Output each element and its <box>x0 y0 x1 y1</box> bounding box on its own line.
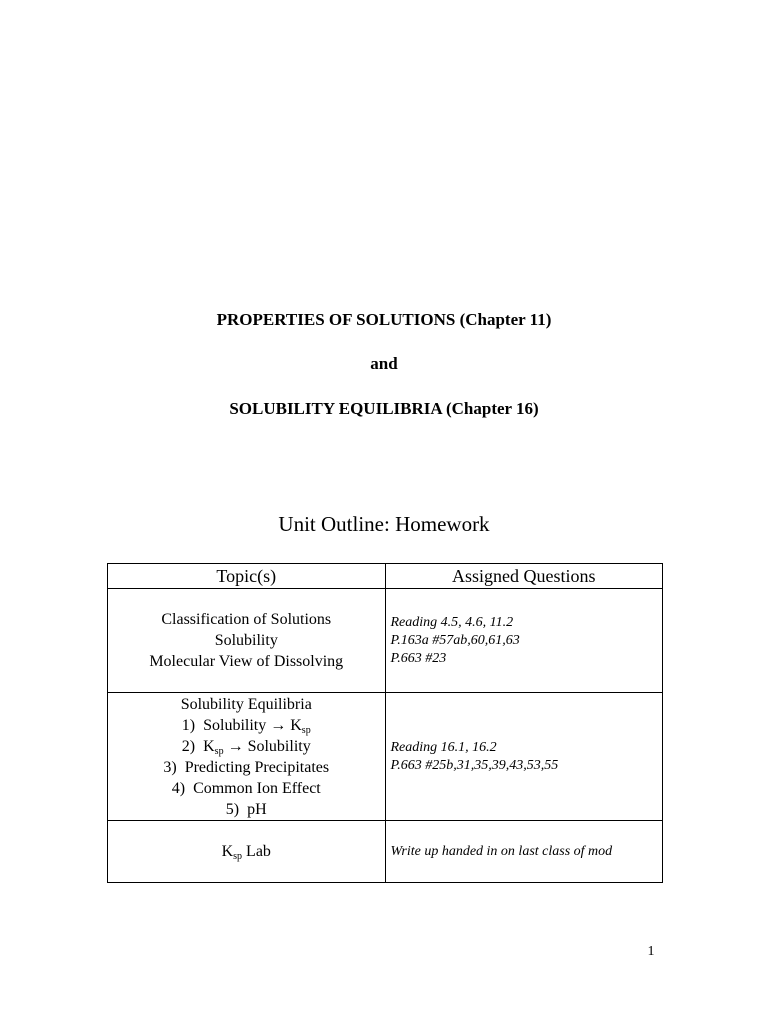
topic-cell <box>108 589 386 693</box>
topic-title: Solubility Equilibria <box>180 695 312 713</box>
topic-text-post: Lab <box>242 843 271 860</box>
unit-outline-title: Unit Outline: Homework <box>278 512 490 536</box>
item-text: pH <box>247 800 267 818</box>
item-subscript: sp <box>301 724 311 736</box>
assigned-cell <box>385 589 663 693</box>
table-row <box>108 589 663 693</box>
item-text: Predicting Precipitates <box>184 758 330 776</box>
topic-line: Solubility <box>214 632 278 649</box>
item-subscript: sp <box>214 745 224 757</box>
item-number: 4) <box>171 779 186 797</box>
topic-cell <box>108 821 386 883</box>
topic-list-item <box>108 799 385 820</box>
assigned-cell <box>385 821 663 883</box>
topic-cell <box>108 693 386 821</box>
assigned-line: Reading 16.1, 16.2 <box>390 739 497 755</box>
homework-table <box>107 563 663 883</box>
assigned-line: P.163a #57ab,60,61,63 <box>390 632 520 648</box>
header-topics: Topic(s) <box>108 564 386 589</box>
assigned-line: Write up handed in on last class of mod <box>390 843 613 859</box>
item-number: 1) <box>181 716 196 734</box>
topic-text: K <box>221 843 234 860</box>
table-header-row <box>108 564 663 589</box>
item-number: 5) <box>225 800 240 818</box>
assigned-line: Reading 4.5, 4.6, 11.2 <box>390 614 514 630</box>
assigned-cell <box>385 693 663 821</box>
item-text-post: → Solubility <box>223 737 311 755</box>
table-row <box>108 693 663 821</box>
item-text: Solubility → K <box>203 716 302 734</box>
item-text: K <box>203 737 215 755</box>
assigned-line: P.663 #25b,31,35,39,43,53,55 <box>390 757 559 773</box>
title-solubility-equilibria: SOLUBILITY EQUILIBRIA (Chapter 16) <box>229 399 539 418</box>
topic-list-item <box>108 778 385 799</box>
topic-line: Classification of Solutions <box>161 611 332 628</box>
topic-subscript: sp <box>233 851 243 862</box>
page-number: 1 <box>647 944 655 959</box>
item-text: Common Ion Effect <box>193 779 321 797</box>
title-and: and <box>370 354 398 373</box>
topic-list-item <box>108 715 385 736</box>
assigned-line: P.663 #23 <box>390 650 447 666</box>
topic-list-item <box>108 736 385 757</box>
item-number: 2) <box>181 737 196 755</box>
topic-list-item <box>108 757 385 778</box>
title-properties-of-solutions: PROPERTIES OF SOLUTIONS (Chapter 11) <box>216 310 552 329</box>
topic-line: Molecular View of Dissolving <box>149 653 344 670</box>
table-row <box>108 821 663 883</box>
header-assigned-questions: Assigned Questions <box>385 564 663 589</box>
item-number: 3) <box>163 758 177 776</box>
